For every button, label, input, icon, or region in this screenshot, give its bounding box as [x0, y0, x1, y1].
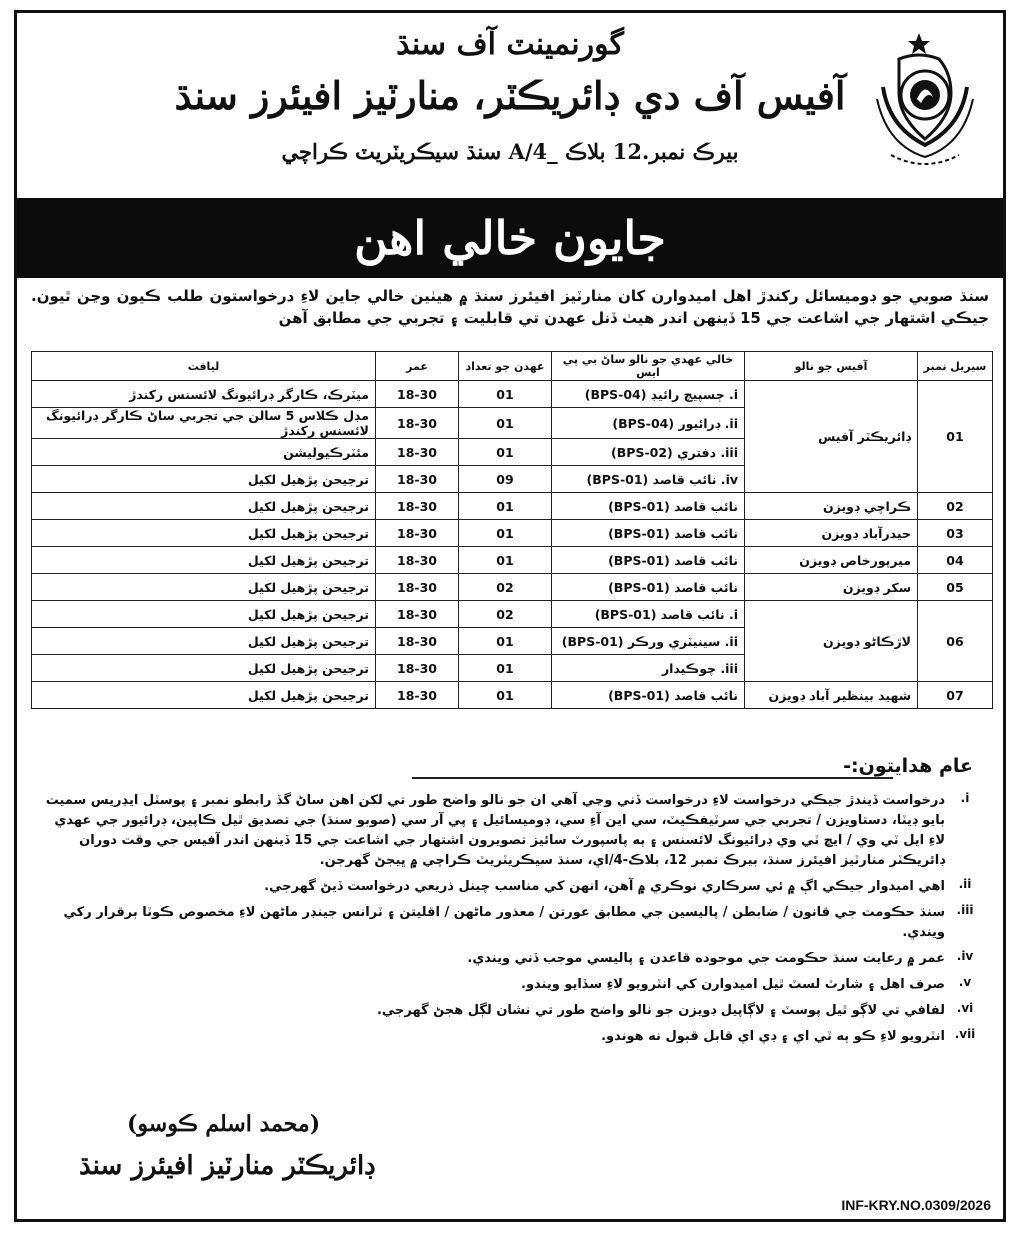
- instruction-item: [39, 949, 985, 969]
- qualification-cell: ترجيحن پڙهيل لکيل: [32, 520, 376, 547]
- qualification-cell: ترجيحن پڙهيل لکيل: [32, 601, 376, 628]
- header-line-3: بيرڪ نمبر.12 بلاڪ _4/A سنڌ سيڪريٽريٽ ڪراچي: [281, 139, 739, 164]
- sindh-government-seal-icon: [869, 27, 981, 177]
- qualification-cell: ميٽرڪ، ڪارگر ڊرائيونگ لائسنس رکندڙ: [32, 381, 376, 408]
- qualification-cell: ترجيحن پڙهيل لکيل: [32, 574, 376, 601]
- instruction-text: صرف اهل ۽ شارٽ لسٽ ٿيل اميدوارن کي انٽرويو لاءِ سڏايو ويندو.: [521, 977, 945, 992]
- signatory-title: ڊائريڪٽر منارٽيز افيئرز سنڌ: [79, 1151, 376, 1181]
- instruction-item: [39, 903, 985, 943]
- age-cell: 18-30: [376, 520, 459, 547]
- col-serial: سيريل نمبر: [918, 352, 993, 381]
- serial-cell: 06: [918, 601, 993, 682]
- col-office: آفيس جو نالو: [745, 352, 918, 381]
- serial-cell: 05: [918, 574, 993, 601]
- qualification-cell: ترجيحن پڙهيل لکيل: [32, 493, 376, 520]
- col-qualification: ليافت: [32, 352, 376, 381]
- office-cell: حيدرآباد ڊويزن: [745, 520, 918, 547]
- serial-cell: 07: [918, 682, 993, 709]
- serial-cell: 01: [918, 381, 993, 493]
- office-cell: ڊائريڪٽر آفيس: [745, 381, 918, 493]
- qualification-cell: ترجيحن پڙهيل لکيل: [32, 655, 376, 682]
- header-line-1: گورنمينٽ آف سنڌ: [396, 27, 624, 62]
- age-cell: 18-30: [376, 601, 459, 628]
- post-cell: i. ڄسپيچ رائيڊ (BPS-04): [552, 381, 745, 408]
- table-row: [32, 682, 993, 709]
- instruction-text: سنڌ حڪومت جي قانون / ضابطن / پاليسين جي مطابق عورتن / معذور ماڻهن / اقليتن ۽ ٽرانس جينڊر ماڻهن لاءِ مخصوص ڪوٽا برقرار رکي ويندي.: [63, 905, 945, 940]
- signatory-name: (محمد اسلم ڪوسو): [127, 1111, 321, 1137]
- qualification-cell: ترجيحن پڙهيل لکيل: [32, 628, 376, 655]
- header: [17, 13, 1003, 190]
- instructions-title: عام هدايتون:-: [843, 755, 973, 777]
- count-cell: 01: [459, 381, 552, 408]
- instruction-number: vii.: [954, 1027, 976, 1041]
- post-cell: نائب قاصد (BPS-01): [552, 547, 745, 574]
- vacancies-table: [31, 351, 993, 709]
- qualification-cell: ترجيحن پڙهيل لکيل: [32, 682, 376, 709]
- instruction-number: i.: [960, 791, 970, 805]
- post-cell: نائب قاصد (BPS-01): [552, 520, 745, 547]
- count-cell: 02: [459, 601, 552, 628]
- instruction-text: لفافي تي لاڳو ٿيل پوسٽ ۽ لاڳاپيل ڊويزن جو نالو واضح طور تي نشان لڳل هجڻ گهرجي.: [376, 1003, 945, 1018]
- qualification-cell: ترجيحن پڙهيل لکيل: [32, 547, 376, 574]
- table-row: [32, 493, 993, 520]
- age-cell: 18-30: [376, 439, 459, 466]
- age-cell: 18-30: [376, 574, 459, 601]
- intro-paragraph: سنڌ صوبي جو ڊوميسائل رکندڙ اهل اميدوارن کان منارٽيز افيئرز سنڌ ۾ هيٺين خالي جاين لاءِ درخواستون طلب ڪيون وڃن ٿيون. جيڪي اشتهار جي اشاعت جي 15 ڏينهن اندر هيٺ ڏنل عهدن تي قابليت ۽ تجربي جي مطابق آهن: [31, 287, 989, 327]
- serial-cell: 04: [918, 547, 993, 574]
- qualification-cell: ترجيحن پڙهيل لکيل: [32, 466, 376, 493]
- post-cell: iv. نائب قاصد (BPS-01): [552, 466, 745, 493]
- count-cell: 01: [459, 439, 552, 466]
- instruction-number: iv.: [956, 949, 974, 963]
- serial-cell: 03: [918, 520, 993, 547]
- age-cell: 18-30: [376, 682, 459, 709]
- instruction-item: [39, 877, 985, 897]
- col-age: عمر: [376, 352, 459, 381]
- instruction-item: [39, 791, 985, 871]
- vacancies-banner: جايون خالي اهن: [17, 198, 1003, 278]
- instructions-list: [39, 791, 985, 1053]
- instruction-text: درخواست ڏيندڙ جيڪي درخواست لاءِ درخواست ڏني وڃي آهي ان جو نالو واضح طور تي لکن اهن ساڻ گڏ رابطو نمبر ۽ پوسٽل ايڊريس سميت بايو ڊيٽا، دستاويزن / تجربي جي سرٽيفڪيٽ، سي اين آءِ سي، ڊوميسائيل ۽ پي آر سي (صوبو سنڌ) جي تصديق ٿيل ڪاپين، ڊرائيور جي عهدي لاءِ ايل ٽي وي / ايڇ ٽي وي ڊرائيونگ لائسنس ۽ ٻه پاسپورٽ سائيز تصويرون اشتهار جي اشاعت جي 15 ڏينهن اندر آفيس جي وقت دوران ڊائريڪٽر منارٽيز افيئرز سنڌ، بيرڪ نمبر 12، بلاڪ-4/اي، سنڌ سيڪريٽريٽ ڪراچي ۾ ڀيجڻ گهرجن.: [45, 793, 945, 868]
- reference-number: INF-KRY.NO.0309/2026: [841, 1197, 991, 1213]
- advertisement-frame: [14, 10, 1006, 1222]
- instruction-item: [39, 975, 985, 995]
- instruction-number: ii.: [958, 877, 972, 891]
- office-cell: ميرپورخاص ڊويزن: [745, 547, 918, 574]
- instruction-text: اهي اميدوار جيڪي اڳ ۾ ئي سرڪاري نوڪري ۾ آهن، انهن کي مناسب چينل ذريعي درخواست ڏيڻ گهرجي.: [264, 879, 945, 894]
- office-cell: لاڙڪاڻو ڊويزن: [745, 601, 918, 682]
- table-row: [32, 574, 993, 601]
- count-cell: 01: [459, 547, 552, 574]
- count-cell: 02: [459, 574, 552, 601]
- age-cell: 18-30: [376, 655, 459, 682]
- count-cell: 01: [459, 628, 552, 655]
- post-cell: ii. سينيٽري ورڪر (BPS-01): [552, 628, 745, 655]
- col-count: عهدن جو تعداد: [459, 352, 552, 381]
- header-line-2: آفيس آف دي ڊائريڪٽر، منارٽيز افيئرز سنڌ: [174, 73, 846, 118]
- instruction-number: iii.: [956, 903, 974, 917]
- post-cell: i. نائب قاصد (BPS-01): [552, 601, 745, 628]
- table-row: [32, 520, 993, 547]
- instruction-text: عمر ۾ رعايت سنڌ حڪومت جي موجوده قاعدن ۽ پاليسي موجب ڏني ويندي.: [467, 951, 945, 966]
- instructions-divider: [412, 777, 893, 779]
- table-row: [32, 547, 993, 574]
- age-cell: 18-30: [376, 466, 459, 493]
- table-body: [32, 381, 993, 709]
- age-cell: 18-30: [376, 628, 459, 655]
- age-cell: 18-30: [376, 493, 459, 520]
- count-cell: 01: [459, 408, 552, 439]
- age-cell: 18-30: [376, 547, 459, 574]
- col-post: خالي عهدي جو نالو ساڻ بي پي ايس: [552, 352, 745, 381]
- office-cell: شهيد بينظير آباد ڊويزن: [745, 682, 918, 709]
- post-cell: نائب قاصد (BPS-01): [552, 682, 745, 709]
- qualification-cell: مئٽرڪيوليشن: [32, 439, 376, 466]
- count-cell: 01: [459, 655, 552, 682]
- instruction-number: v.: [958, 975, 972, 989]
- count-cell: 01: [459, 493, 552, 520]
- count-cell: 09: [459, 466, 552, 493]
- qualification-cell: مڊل ڪلاس 5 سالن جي تجربي ساڻ ڪارگر ڊرائيونگ لائسنس رکندڙ: [32, 408, 376, 439]
- age-cell: 18-30: [376, 408, 459, 439]
- instruction-text: انٽرويو لاءِ ڪو ٻه ٽي اي ۽ ڊي اي قابل قبول نه هوندو.: [601, 1029, 945, 1044]
- post-cell: iii. چوڪيدار: [552, 655, 745, 682]
- office-cell: ڪراچي ڊويزن: [745, 493, 918, 520]
- table-header-row: [32, 352, 993, 381]
- instruction-item: [39, 1001, 985, 1021]
- count-cell: 01: [459, 682, 552, 709]
- instruction-number: vi.: [956, 1001, 974, 1015]
- post-cell: نائب قاصد (BPS-01): [552, 493, 745, 520]
- serial-cell: 02: [918, 493, 993, 520]
- post-cell: iii. دفتري (BPS-02): [552, 439, 745, 466]
- count-cell: 01: [459, 520, 552, 547]
- post-cell: ii. ڊرائيور (BPS-04): [552, 408, 745, 439]
- age-cell: 18-30: [376, 381, 459, 408]
- post-cell: نائب قاصد (BPS-01): [552, 574, 745, 601]
- table-row: [32, 381, 993, 408]
- office-cell: سکر ڊويزن: [745, 574, 918, 601]
- table-row: [32, 601, 993, 628]
- instruction-item: [39, 1027, 985, 1047]
